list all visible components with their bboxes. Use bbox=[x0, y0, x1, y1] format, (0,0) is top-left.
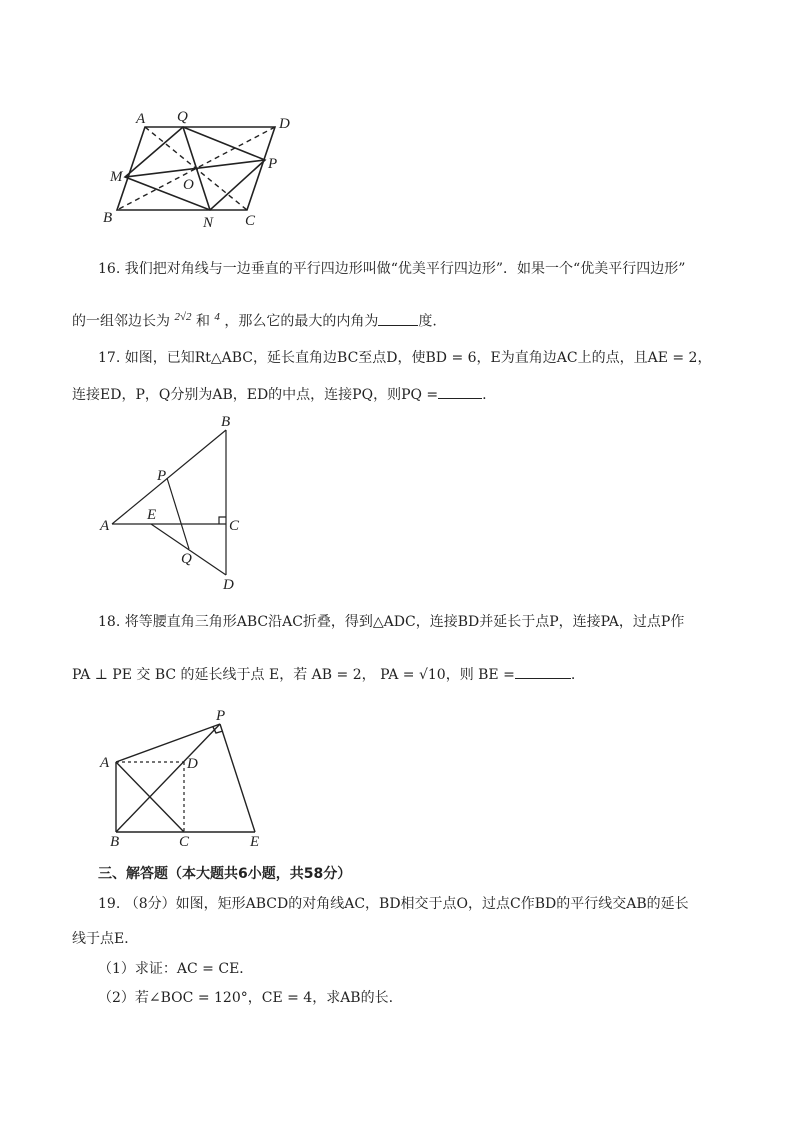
label-q: Q bbox=[177, 109, 188, 125]
figure-parallelogram bbox=[95, 105, 305, 235]
q19-line1 bbox=[98, 894, 738, 914]
segment-pe bbox=[220, 724, 255, 832]
label-p: P bbox=[157, 468, 167, 484]
label-c: C bbox=[245, 213, 256, 229]
label-b: B bbox=[103, 210, 113, 226]
segment-ab bbox=[112, 430, 226, 524]
q17-text2: 连接ED，P，Q分别为AB，ED的中点，连接PQ，则PQ = bbox=[72, 387, 439, 403]
label-d: D bbox=[223, 577, 234, 593]
q18-text1: 将等腰直角三角形ABC沿AC折叠，得到△ADC，连接BD并延长于点P，连接PA，过点P作 bbox=[124, 614, 685, 630]
label-d: D bbox=[187, 756, 198, 772]
q16-text2a: 的一组邻边长为 bbox=[72, 313, 170, 330]
label-m: M bbox=[110, 169, 123, 185]
parallelogram-svg bbox=[95, 105, 305, 235]
label-a: A bbox=[136, 111, 146, 127]
q17-end: . bbox=[482, 387, 487, 403]
q16-answer-blank[interactable] bbox=[378, 311, 418, 326]
q18-line1 bbox=[98, 612, 738, 632]
q16-line1 bbox=[98, 259, 738, 279]
q18-line2 bbox=[72, 664, 712, 685]
label-b: B bbox=[110, 834, 120, 850]
q19-part1: （1）求证：AC = CE． bbox=[98, 961, 254, 977]
q17-answer-blank[interactable] bbox=[438, 384, 482, 399]
label-c: C bbox=[179, 834, 190, 850]
q16-text1: 我们把对角线与一边垂直的平行四边形叫做“优美平行四边形”．如果一个“优美平行四边形” bbox=[124, 261, 686, 277]
label-q: Q bbox=[181, 551, 192, 567]
q18-end: . bbox=[570, 667, 576, 683]
q16-and: 和 bbox=[195, 313, 210, 330]
q16-side2: 4 bbox=[214, 311, 220, 323]
right-angle-mark-c bbox=[219, 517, 226, 524]
q19-line2 bbox=[72, 929, 712, 949]
q16-text2b: ，那么它的最大的内角为 bbox=[224, 313, 379, 330]
q19-part2: （2）若∠BOC = 120°，CE = 4，求AB的长. bbox=[98, 990, 394, 1006]
label-a: A bbox=[100, 755, 110, 771]
q17-line1 bbox=[98, 348, 738, 368]
section-3-heading: 三、解答题（本大题共6小题，共58分） bbox=[98, 866, 352, 882]
q19-text2: 线于点E． bbox=[72, 931, 139, 947]
q17-line2 bbox=[72, 384, 712, 405]
segment-pq bbox=[167, 478, 189, 549]
label-p: P bbox=[268, 156, 278, 172]
diagonal-ac bbox=[145, 127, 247, 210]
q17-number: 17. bbox=[98, 350, 121, 366]
q16-line2 bbox=[72, 307, 712, 332]
q18-number: 18. bbox=[98, 614, 121, 630]
q19-number: 19. bbox=[98, 896, 121, 912]
figure-right-triangle bbox=[95, 415, 255, 595]
segment-ed bbox=[151, 524, 226, 575]
label-e: E bbox=[147, 507, 157, 523]
right-triangle-svg bbox=[95, 415, 255, 595]
label-a: A bbox=[100, 518, 110, 534]
q19-text1: （8分）如图，矩形ABCD的对角线AC，BD相交于点O，过点C作BD的平行线交AB的延长 bbox=[124, 896, 689, 912]
figure-folded-triangle bbox=[95, 708, 275, 848]
q16-unit: 度. bbox=[418, 313, 437, 330]
label-d: D bbox=[279, 116, 290, 132]
q18-text2a: PA ⊥ PE 交 BC 的延长线于点 E，若 AB = 2， bbox=[72, 667, 376, 683]
q16-number: 16. bbox=[98, 261, 121, 277]
label-p: P bbox=[216, 708, 226, 724]
folded-triangle-svg bbox=[95, 708, 275, 848]
q18-answer-blank[interactable] bbox=[515, 664, 571, 679]
label-o: O bbox=[183, 177, 194, 193]
label-b: B bbox=[221, 414, 231, 430]
q18-text2b: PA = √10，则 BE = bbox=[380, 667, 515, 683]
q17-text1: 如图，已知Rt△ABC，延长直角边BC至点D，使BD = 6，E为直角边AC上的点，且AE = 2， bbox=[124, 350, 712, 366]
label-n: N bbox=[203, 215, 214, 231]
label-c: C bbox=[229, 518, 240, 534]
q16-side1: 2√2 bbox=[174, 311, 192, 323]
segment-ap bbox=[116, 724, 220, 762]
label-e: E bbox=[250, 834, 260, 850]
